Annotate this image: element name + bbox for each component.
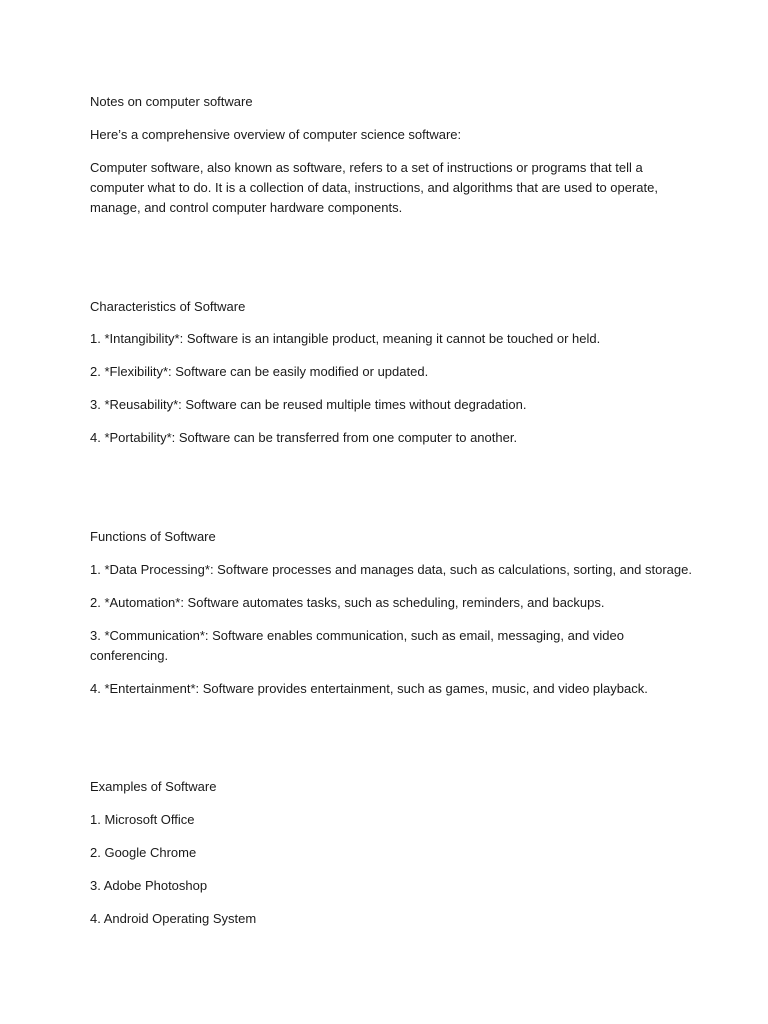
- document-title: Notes on computer software: [90, 94, 253, 109]
- function-item-3-continuation: conferencing.: [90, 648, 169, 663]
- intro-text: Here’s a comprehensive overview of computer science software:: [90, 127, 462, 142]
- example-item-4: 4. Android Operating System: [90, 911, 257, 926]
- characteristic-item-3: 3. *Reusability*: Software can be reused multiple times without degradation.: [90, 397, 527, 412]
- characteristics-heading: Characteristics of Software: [90, 299, 246, 314]
- definition-line-3: manage, and control computer hardware components.: [90, 200, 403, 215]
- definition-line-2: computer what to do. It is a collection of data, instructions, and algorithms that are used to operate,: [90, 180, 658, 195]
- function-item-1: 1. *Data Processing*: Software processes and manages data, such as calculations, sorting, and storage.: [90, 562, 692, 577]
- example-item-3: 3. Adobe Photoshop: [90, 878, 208, 893]
- definition-line-1: Computer software, also known as software, refers to a set of instructions or programs that tell a: [90, 160, 643, 175]
- characteristic-item-4: 4. *Portability*: Software can be transferred from one computer to another.: [90, 430, 518, 445]
- example-item-2: 2. Google Chrome: [90, 845, 197, 860]
- characteristic-item-1: 1. *Intangibility*: Software is an intangible product, meaning it cannot be touched or held.: [90, 331, 601, 346]
- function-item-4: 4. *Entertainment*: Software provides entertainment, such as games, music, and video playback.: [90, 681, 648, 696]
- example-item-1: 1. Microsoft Office: [90, 812, 195, 827]
- function-item-3: 3. *Communication*: Software enables communication, such as email, messaging, and video: [90, 628, 624, 643]
- examples-heading: Examples of Software: [90, 779, 217, 794]
- function-item-2: 2. *Automation*: Software automates tasks, such as scheduling, reminders, and backups.: [90, 595, 605, 610]
- functions-heading: Functions of Software: [90, 529, 216, 544]
- characteristic-item-2: 2. *Flexibility*: Software can be easily modified or updated.: [90, 364, 429, 379]
